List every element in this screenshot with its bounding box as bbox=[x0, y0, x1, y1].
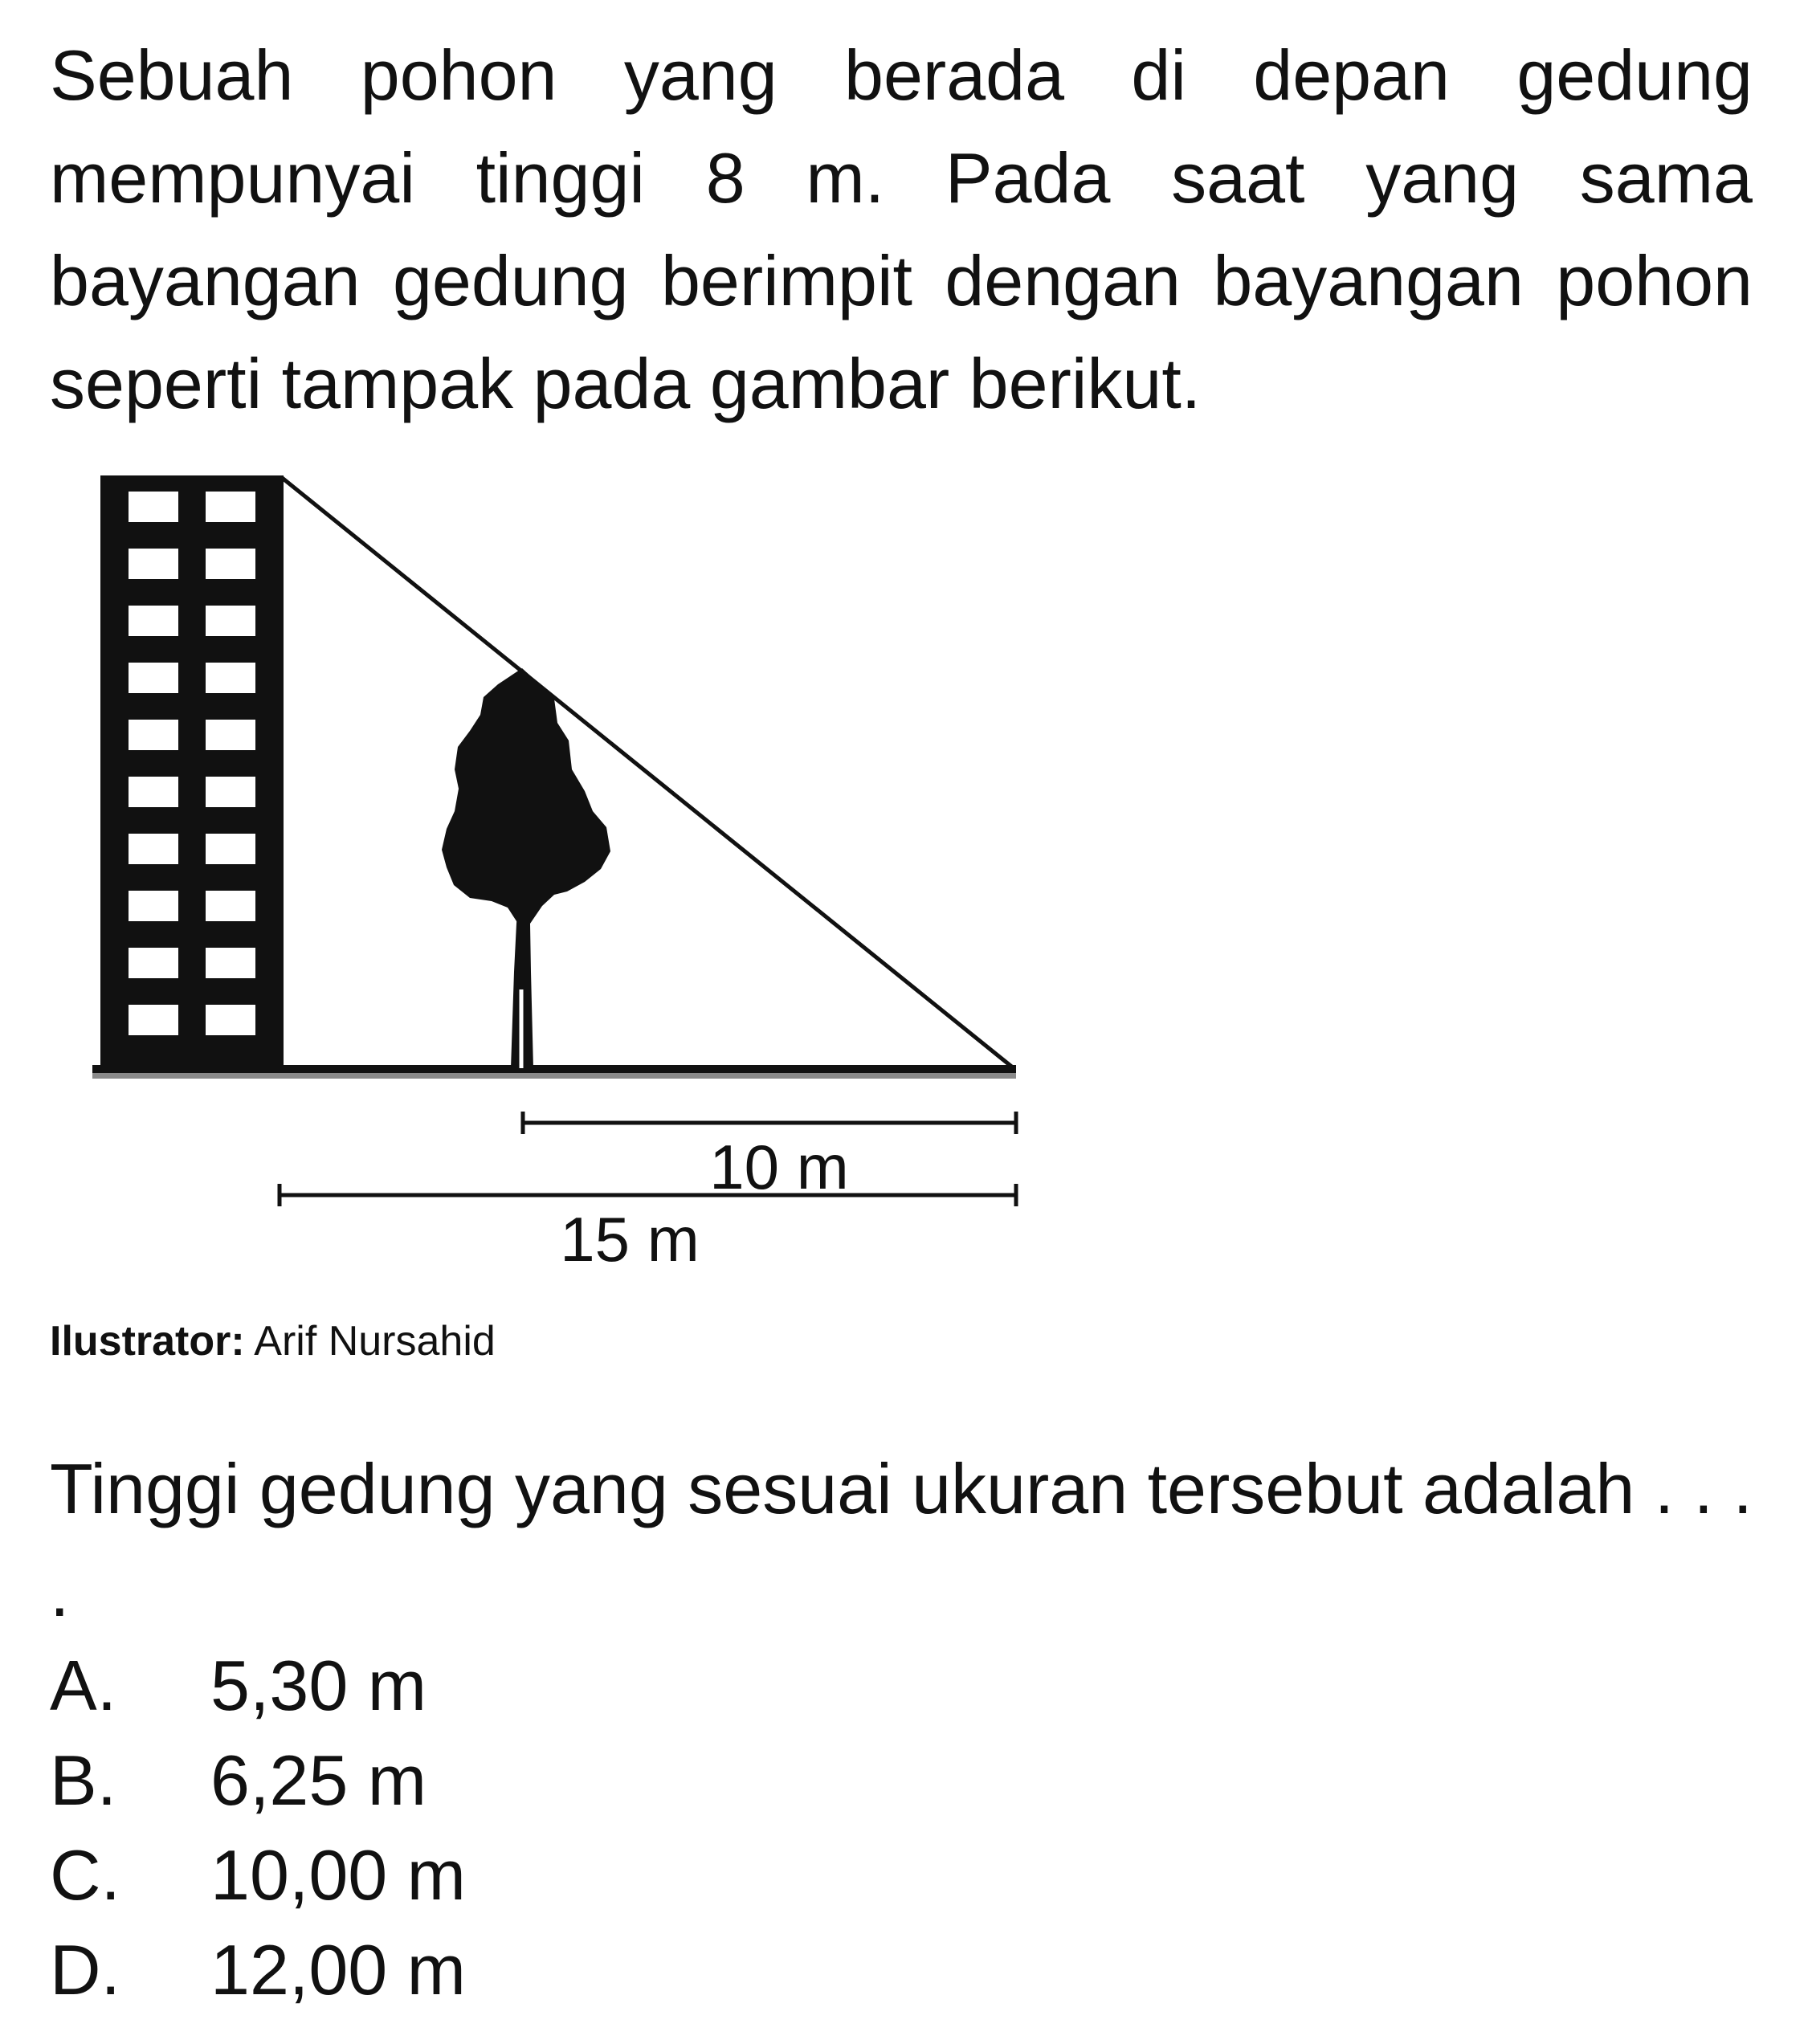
building-window bbox=[129, 891, 178, 921]
option-letter: A. bbox=[50, 1646, 117, 1725]
building-window bbox=[206, 720, 255, 750]
credit-name: Arif Nursahid bbox=[254, 1318, 496, 1365]
building-window bbox=[129, 606, 178, 636]
illustrator-credit bbox=[50, 1313, 496, 1369]
building-window bbox=[129, 948, 178, 978]
building-window bbox=[206, 948, 255, 978]
label-10m: 10 m bbox=[709, 1132, 849, 1202]
ground-texture bbox=[92, 1073, 1016, 1079]
question-text: Sebuah pohon yang berada di depan gedung mempunyai tinggi 8 m. Pada saat yang sama bayangan gedung berimpit dengan bayangan pohon seperti tampak pada gambar berikut. bbox=[50, 35, 1753, 423]
dimension-10m bbox=[523, 1112, 1016, 1134]
building bbox=[100, 475, 284, 1068]
option-letter: C. bbox=[50, 1835, 120, 1915]
option-value: 6,25 m bbox=[210, 1740, 427, 1820]
building-window bbox=[129, 492, 178, 522]
ground-line bbox=[92, 1065, 1016, 1073]
tree-crown bbox=[442, 668, 610, 924]
tree bbox=[442, 668, 610, 1068]
option-letter: B. bbox=[50, 1740, 117, 1820]
building-window bbox=[206, 663, 255, 693]
building-window bbox=[129, 1005, 178, 1035]
building-window bbox=[206, 1005, 255, 1035]
option-c[interactable] bbox=[50, 1828, 466, 1923]
building-window bbox=[206, 606, 255, 636]
option-b[interactable] bbox=[50, 1733, 466, 1828]
building-window bbox=[129, 834, 178, 864]
option-value: 5,30 m bbox=[210, 1646, 427, 1725]
building-window bbox=[129, 549, 178, 579]
option-value: 10,00 m bbox=[210, 1835, 466, 1915]
shadow-line bbox=[281, 477, 1014, 1068]
building-window bbox=[206, 834, 255, 864]
option-letter: D. bbox=[50, 1930, 120, 2009]
option-d[interactable] bbox=[50, 1923, 466, 2017]
dimension-15m bbox=[280, 1184, 1016, 1206]
building-window bbox=[206, 777, 255, 807]
building-window bbox=[129, 777, 178, 807]
building-window bbox=[206, 492, 255, 522]
answer-options bbox=[50, 1638, 466, 2017]
credit-label: Ilustrator: bbox=[50, 1318, 245, 1365]
building-window bbox=[129, 720, 178, 750]
option-value: 12,00 m bbox=[210, 1930, 466, 2009]
building-window bbox=[129, 663, 178, 693]
question-prompt: Tinggi gedung yang sesuai ukuran tersebut adalah . . . . bbox=[50, 1449, 1753, 1631]
building-window bbox=[206, 549, 255, 579]
option-a[interactable] bbox=[50, 1638, 466, 1733]
label-15m: 15 m bbox=[560, 1204, 700, 1275]
building-window bbox=[206, 891, 255, 921]
